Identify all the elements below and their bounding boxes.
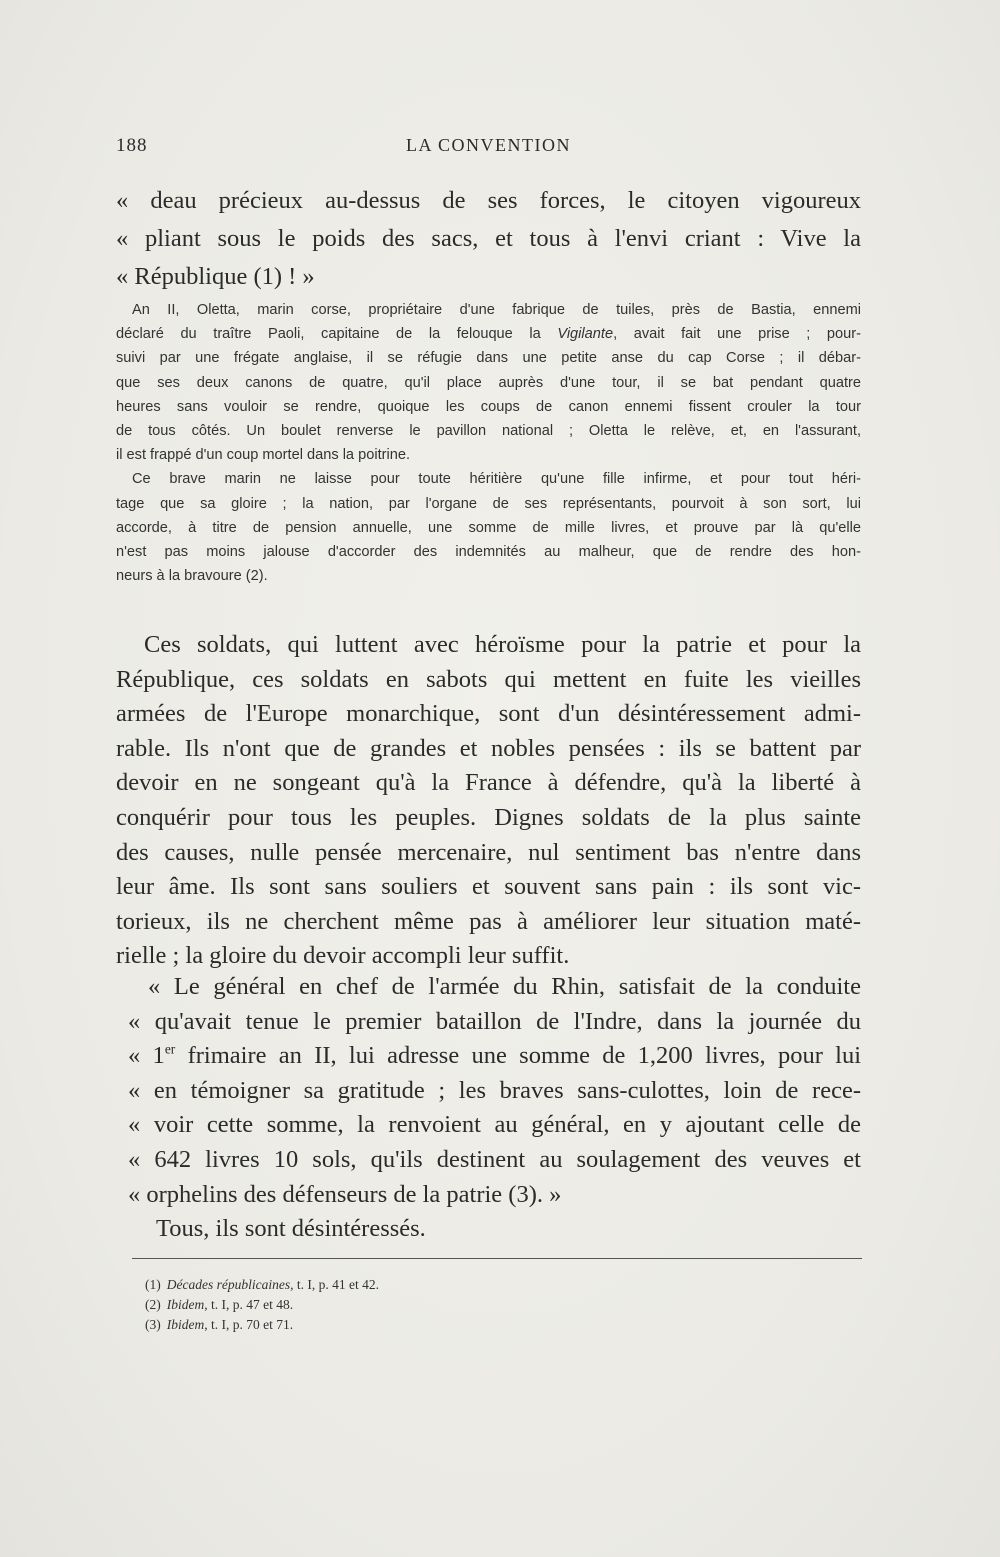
vessel-name: Vigilante [557,326,614,343]
text-line: « orphelins des défenseurs de la patrie (3). » [128,1180,562,1208]
text-line: accorde, à titre de pension annuelle, une somme de mille livres, et prouve par là qu'elle [116,519,861,536]
closing-line: Tous, ils sont désintéressés. [156,1215,426,1243]
text-line: rielle ; la gloire du devoir accompli leur suffit. [116,942,570,970]
text-line: « qu'avait tenue le premier bataillon de l'Indre, dans la journée du [128,1007,861,1035]
text-line: des causes, nulle pensée mercenaire, nul sentiment bas n'entre dans [116,838,861,866]
footnote: (2) Ibidem, t. I, p. 47 et 48. [145,1297,294,1312]
text-line: neurs à la bravoure (2). [116,568,268,585]
text-line: République, ces soldats en sabots qui mettent en fuite les vieilles [116,665,861,693]
text-line: « Le général en chef de l'armée du Rhin, satisfait de la conduite [148,973,861,1000]
text-line: de tous côtés. Un boulet renverse le pavillon national ; Oletta le relève, et, en l'assurant, [116,423,861,440]
text-line: « 1er frimaire an II, lui adresse une somme de 1,200 livres, pour lui [128,1041,862,1070]
running-head: LA CONVENTION [406,135,571,155]
quote-paragraph [116,970,861,1247]
text-line: « 642 livres 10 sols, qu'ils destinent au soulagement des veuves et [128,1145,861,1173]
text-line: « en témoigner sa gratitude ; les braves sans-culottes, loin de rece- [128,1076,861,1104]
text-line: n'est pas moins jalouse d'accorder des indemnités au malheur, que de rendre des hon- [116,544,861,561]
text-line: An II, Oletta, marin corse, propriétaire d'une fabrique de tuiles, près de Bastia, ennemi [132,302,861,318]
footnote-divider [132,1258,862,1259]
text-line: torieux, ils ne cherchent même pas à améliorer leur situation maté- [116,907,861,935]
text-line: « République (1) ! » [116,263,315,290]
page-number: 188 [116,135,148,156]
text-line: tage que sa gloire ; la nation, par l'organe de ses représentants, pourvoit à son sort, lui [116,495,861,512]
footnotes [145,1275,379,1335]
main-paragraph [116,628,861,974]
text-line: suivi par une frégate anglaise, il se réfugie dans une petite anse du cap Corse ; il débar- [116,350,861,367]
text-line: que ses deux canons de quatre, qu'il place auprès d'une tour, il se bat pendant quatre [116,374,861,391]
text-line: « voir cette somme, la renvoient au général, en y ajoutant celle de [128,1111,861,1139]
footnote: (1) Décades républicaines, t. I, p. 41 et 42. [145,1277,379,1292]
page-header [116,135,861,165]
text-line: devoir en ne songeant qu'à la France à défendre, qu'à la liberté à [116,769,861,797]
text-line: déclaré du traître Paoli, capitaine de la felouque la Vigilante, avait fait une prise ; pour- [116,326,862,343]
anecdote-text [116,298,861,588]
text-line: Ces soldats, qui luttent avec héroïsme pour la patrie et pour la [144,631,861,658]
text-line: rable. Ils n'ont que de grandes et nobles pensées : ils se battent par [116,734,861,762]
text-line: Ce brave marin ne laisse pour toute héritière qu'une fille infirme, et pour tout héri- [132,471,861,488]
quote-continuation [116,182,861,296]
footnote: (3) Ibidem, t. I, p. 70 et 71. [145,1317,294,1332]
text-line: « deau précieux au-dessus de ses forces, le citoyen vigoureux [116,187,861,214]
text-line: armées de l'Europe monarchique, sont d'un désintéressement admi- [116,700,861,728]
text-line: heures sans vouloir se rendre, quoique les coups de canon ennemi fissent crouler la tour [116,398,861,415]
text-line: il est frappé d'un coup mortel dans la poitrine. [116,447,411,464]
text-line: leur âme. Ils sont sans souliers et souvent sans pain : ils sont vic- [116,873,861,901]
text-line: « pliant sous le poids des sacs, et tous à l'envi criant : Vive la [116,225,861,252]
text-line: conquérir pour tous les peuples. Dignes soldats de la plus sainte [116,803,861,831]
